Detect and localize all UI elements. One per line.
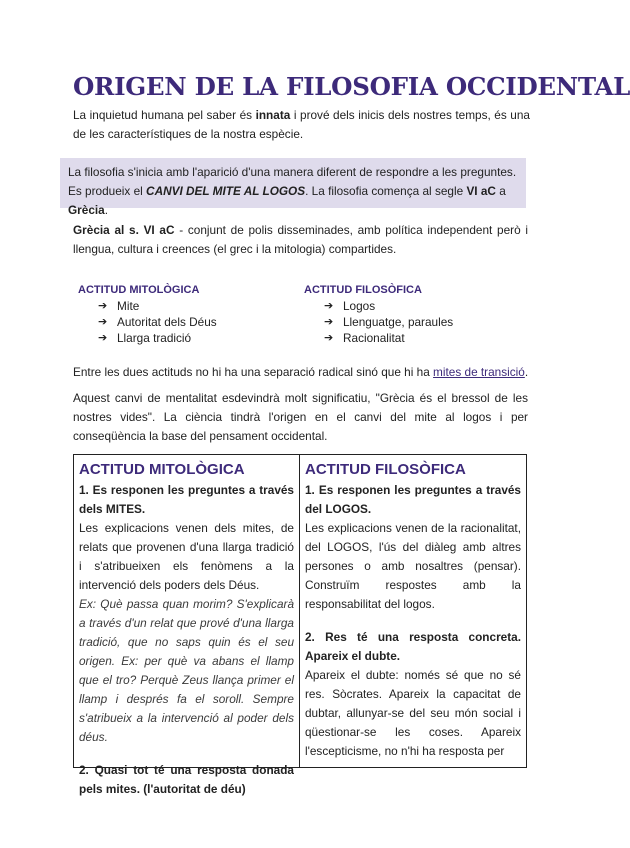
callout-end: . xyxy=(104,203,109,217)
transition-text: Entre les dues actituds no hi ha una separació radical sinó que hi ha xyxy=(73,365,434,379)
list-item: ➔ Llenguatge, paraules xyxy=(324,315,454,329)
table-heading-mythological: ACTITUD MITOLÒGICA xyxy=(79,461,245,478)
table-cell-mythological xyxy=(74,455,300,796)
callout-century: VI aC xyxy=(466,184,496,198)
intro-text: La inquietud humana pel saber és xyxy=(73,108,256,122)
transition-end: . xyxy=(524,365,529,379)
table-point: 2. Quasi tot té una resposta donada pels mites. (l'autoritat de déu) xyxy=(79,763,294,796)
table-point: 1. Es responen les preguntes a través del LOGOS. xyxy=(305,483,521,516)
callout-place: Grècia xyxy=(68,203,105,217)
table-paragraph: Apareix el dubte: només sé que no sé res. Sòcrates. Apareix la capacitat de dubtar, allunyar-se del seu món social i qüestionar-se les coses. Apareix l'escepticisme, no n'hi ha resposta per xyxy=(305,668,521,758)
highlight-callout xyxy=(60,158,526,217)
callout-emphasis: CANVI DEL MITE AL LOGOS xyxy=(146,184,306,198)
page-title: ORIGEN DE LA FILOSOFIA OCCIDENTAL xyxy=(73,72,630,101)
arrow-right-icon: ➔ xyxy=(324,316,334,328)
table-paragraph: Les explicacions venen dels mites, de relats que provenen d'una llarga tradició i s'atribueixen els fenòmens a la intervenció dels poders dels Déus. xyxy=(79,521,294,592)
table-point: 2. Res té una resposta concreta. Apareix el dubte. xyxy=(305,630,521,663)
grecia-bold: Grècia al s. VI aC xyxy=(73,223,175,237)
table-example: Ex: Què passa quan morim? S'explicarà a través d'un relat que prové d'una llarga tradició, que no saps quin és el seu origen. Ex: per què va abans el llamp que el tro? Perquè Zeus llança primer el llamp i després fa el soroll. Sempre s'atribueix a la intervenció al poder dels déus. xyxy=(79,597,294,744)
mentality-change-paragraph: Aquest canvi de mentalitat esdevindrà molt significatiu, "Grècia és el bressol de les nostres vides". La ciència tindrà l'origen en el canvi del mite al logos i per conseqüència la base del pensament occidental. xyxy=(73,391,528,443)
table-cell-philosophical xyxy=(300,455,526,767)
arrow-right-icon: ➔ xyxy=(98,332,108,344)
philosophical-heading: ACTITUD FILOSÒFICA xyxy=(304,284,422,296)
list-item: ➔ Mite xyxy=(98,299,140,313)
table-heading-philosophical: ACTITUD FILOSÒFICA xyxy=(305,461,466,478)
list-item: ➔ Llarga tradició xyxy=(98,331,192,345)
arrow-right-icon: ➔ xyxy=(324,332,334,344)
arrow-right-icon: ➔ xyxy=(98,316,108,328)
intro-text-end: i prové dels inicis dels nostres temps, és una de les característiques de la nostra espècie. xyxy=(73,108,530,141)
philosophical-attitude-list xyxy=(304,282,453,346)
arrow-right-icon: ➔ xyxy=(98,300,108,312)
arrow-right-icon: ➔ xyxy=(324,300,334,312)
comparison-table xyxy=(73,454,527,796)
intro-bold: innata xyxy=(255,108,291,122)
mythological-heading: ACTITUD MITOLÒGICA xyxy=(78,284,200,296)
table-paragraph: Les explicacions venen de la racionalitat, del LOGOS, l'ús del diàleg amb altres persones o amb nosaltres (pensar). Construïm respostes amb la responsabilitat del logos. xyxy=(305,521,521,611)
callout-text: La filosofia s'inicia amb l'aparició d'una manera diferent de respondre a les preguntes. Es produeix el xyxy=(68,165,517,198)
transition-paragraph xyxy=(73,363,528,382)
list-item: ➔ Autoritat dels Déus xyxy=(98,315,217,329)
grecia-paragraph xyxy=(73,221,528,259)
mythological-attitude-list xyxy=(78,282,217,346)
table-point: 1. Es responen les preguntes a través dels MITES. xyxy=(79,483,294,516)
callout-conj: a xyxy=(495,184,506,198)
transition-myths-link[interactable]: mites de transició xyxy=(433,365,525,379)
grecia-text: - conjunt de polis disseminades, amb política independent però i llengua, cultura i creences (el grec i la mitologia) compartides. xyxy=(73,223,528,256)
list-item: ➔ Racionalitat xyxy=(324,331,405,345)
intro-paragraph xyxy=(73,106,530,144)
list-item: ➔ Logos xyxy=(324,299,376,313)
callout-text-mid: . La filosofia comença al segle xyxy=(305,184,467,198)
